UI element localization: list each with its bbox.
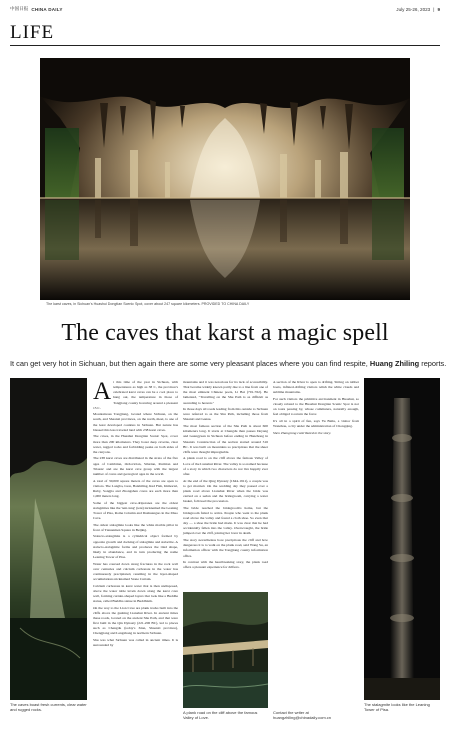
article-paragraph: A plank road is on the cliff above the famous Valley of Love of the Lianshui River. The valley is so named because of a story in which two characters do not live happily ever after. xyxy=(183,456,268,476)
article-column-3 xyxy=(273,380,359,437)
article-paragraph: At the end of the Qing Dynasty (1644-1911), a couple was to get married. On the wedding day they passed over a plank road above Lianshui River when the bride was carried on a sedan and the bridegroom, carrying a water basket, followed the procession. xyxy=(183,478,268,504)
drop-cap: A xyxy=(93,378,112,405)
inset-plank-road-photo xyxy=(183,592,268,708)
hero-cave-photo xyxy=(40,58,410,300)
right-photo-block xyxy=(364,378,440,712)
article-paragraph: The oldest stalagmite looks like the white marble pillar in front of Tiananmen Square in Beijing. xyxy=(93,522,178,532)
contact-email[interactable]: huangzhiling@chinadaily.com.cn xyxy=(273,715,332,721)
masthead-paper-name: CHINA DAILY xyxy=(31,6,63,12)
masthead-divider: | xyxy=(433,6,435,12)
article-paragraph: Water has coursed down along fractures in the rock wall over centuries and calcium carbonate in the water has continuously precipitated, resulting in the layer-shaped accumulations nicknamed Stone Curtain. xyxy=(93,561,178,582)
masthead-bar xyxy=(10,4,440,14)
byline-author: Huang Zhiling xyxy=(369,359,420,368)
article-column-2 xyxy=(183,380,268,572)
masthead-chinese: 中国日报 xyxy=(10,6,29,11)
article-paragraph: In those days all roads leading from this outside to Sichuan were referred to as the Shu Path, including those from Shaanxi and Gansu. xyxy=(183,407,268,422)
article-paragraph: On the way to the Lion Cave are plank tracks built into the cliffs above the gushing Lianshui River. In ancient times these roads, located on the ancient Shu Path, and that were first built in the Qin Dynasty (221-206 BC), led to places such as Chengdu (today's Xian, Shaanxi province), Chengjiang and Langzhong in northern Sichuan. xyxy=(93,605,178,636)
hero-caption: The karst caves, in Sichuan's Huashui Dongtian Scenic Spot, cover about 247 square kilometers. PROVIDED TO CHINA DAILY xyxy=(46,302,250,306)
right-photo-caption: The stalagmite looks like the Leaning Tower of Pisa. xyxy=(364,702,430,713)
article-paragraph: The bride reached the bridegroom's home, but the bridegroom failed to arrive. People who went to the plank road above the valley and found a cloth shoe. So even that day — a shoe the bride had made. It was clear that he had accidentally fallen into the valley. Overwrought, the bride jumped over the cliff, joining her lover in death. xyxy=(183,505,268,536)
article-paragraph: Some of the biggest cave-dripstones are the oldest stalagmites like the 'tent-lang' (tent) nicknamed the Leaning Tower of Pisa, Rome Column and Dashuanguo in the Zhuo Cave. xyxy=(93,500,178,521)
section-title: LIFE xyxy=(10,22,55,43)
left-cave-photo xyxy=(10,378,87,700)
contributor-note: Shen Zhangrong contributed to the story. xyxy=(273,430,332,435)
standfirst-text: It can get very hot in Sichuan, but then again there are some very pleasant places where you can find respite, xyxy=(10,359,368,368)
page-number: 9 xyxy=(437,6,440,12)
article-paragraph: Mountainous Tongjiang, located where Sichuan, on the south, and Shaanxi provinces, on the north, meet, is one of the least developed counties in Sichuan. But nature has blessed this less traveled land with 238 karst caves. xyxy=(93,412,178,432)
article-paragraph: A section of the River is open to drifting. Sitting on rubber boats, inflated-drifting visitors relish the white clouds and sublime mountains. xyxy=(273,380,359,395)
right-cave-photo xyxy=(364,378,440,700)
article-paragraph: Calcium carbonate in karst water that is then undisposed, above the water table levels down along the karst cave wall, forming curtain-shaped layers that look like a Buddha statue, called Buddha statue in Buddhism. xyxy=(93,583,178,604)
masthead-date: July 25-26, 2023 xyxy=(396,6,431,12)
headline: The caves that karst a magic spell xyxy=(61,320,389,346)
article-paragraph: Stalacto-stalagmite is a cylindrical object formed by opposite growth and docking of stalagmite and stalactite. A stalacto-stalagmite forms and produces the tiled shape, likely in abundance, and in turn producing the name Leaning Tower of Pisa. xyxy=(93,534,178,559)
article-paragraph: In contrast with the heartbreaking story, the plank road offers a pleasant experience for drifters. xyxy=(183,560,268,570)
standfirst xyxy=(10,359,447,368)
article-paragraph: It's all in a spirit of fun, says Yu Bailu, a visitor from Wanzhou, a city under the administration of Chongqing. xyxy=(273,418,359,429)
article-paragraph: t this time of the year in Sichuan, with temperatures as high as 38 C, the province's celebrated karst caves can be a cool place to hang out, the temperature in those of Tongjiang county hovering around a pleasant 15 C. xyxy=(93,380,178,410)
section-rule xyxy=(10,45,440,46)
article-paragraph: The most famous section of the Shu Path is about 600 kilometers long. It starts at Chengdu then passes Deyang and Guangyuan in Sichuan before ending in Hanzhong in Shaanxi. Construction of the section started around 316 BC. It was built on mountains so precipitous that the sheer cliffs were thought impregnable. xyxy=(183,424,268,454)
article-paragraph: Shu was what Sichuan was called in ancient times. It is surrounded by xyxy=(93,638,178,648)
article-paragraph: For such visitors the primitive environment in Huashui, so closely related to the Huashui Dongtian Scenic Spot is not on tours passing by, whose commuters, naturally enough, feel obliged to return the favor. xyxy=(273,396,359,417)
contact-block xyxy=(273,710,359,720)
article-paragraph: The story nevertheless bore precipitous the cliff and how dangerous it is to walk on the plank road, said Wang Su, an information officer with the Tongjiang county information office. xyxy=(183,538,268,558)
article-column-1 xyxy=(93,380,178,650)
inset-photo-caption: A plank road on the cliff above the famous Valley of Love. xyxy=(183,710,258,721)
left-photo-caption: The caves boast fresh currents, clear water and rugged rocks. xyxy=(10,702,87,713)
standfirst-suffix: reports. xyxy=(421,359,447,368)
article-paragraph: A total of 30,000 square meters of the caves are open to visitors. The Longba, Lion, Baishiling, Red Fish, Immortal, Ruby, Songjia and Zhongshan caves are each more than 1,000 meters long. xyxy=(93,478,178,498)
article-paragraph: The caves, in the Huashui Dongtian Scenic Spot, cover more than 200 kilometers. They boast deep caverns, clear water, rugged rocks and forbidding peaks on both sides of the canyons. xyxy=(93,434,178,454)
contact-label: Contact the writer at xyxy=(273,710,309,715)
article-paragraph: mountains and it was notorious for its lack of accessibility. That became widely known partly due to a line from one of the most eminent Chinese poets, Li Bai (701-762). He lamented, "Travelling on the Shu Path is as difficult as ascending to heaven." xyxy=(183,380,268,405)
left-photo-block xyxy=(10,378,87,712)
article-paragraph: The 238 karst caves are distributed in the strata of the five ages of Cambrian, Ordovician, Silurian, Permian and Triassic and are the karst cave group with the largest number of caves and geological ages in the world. xyxy=(93,456,178,476)
